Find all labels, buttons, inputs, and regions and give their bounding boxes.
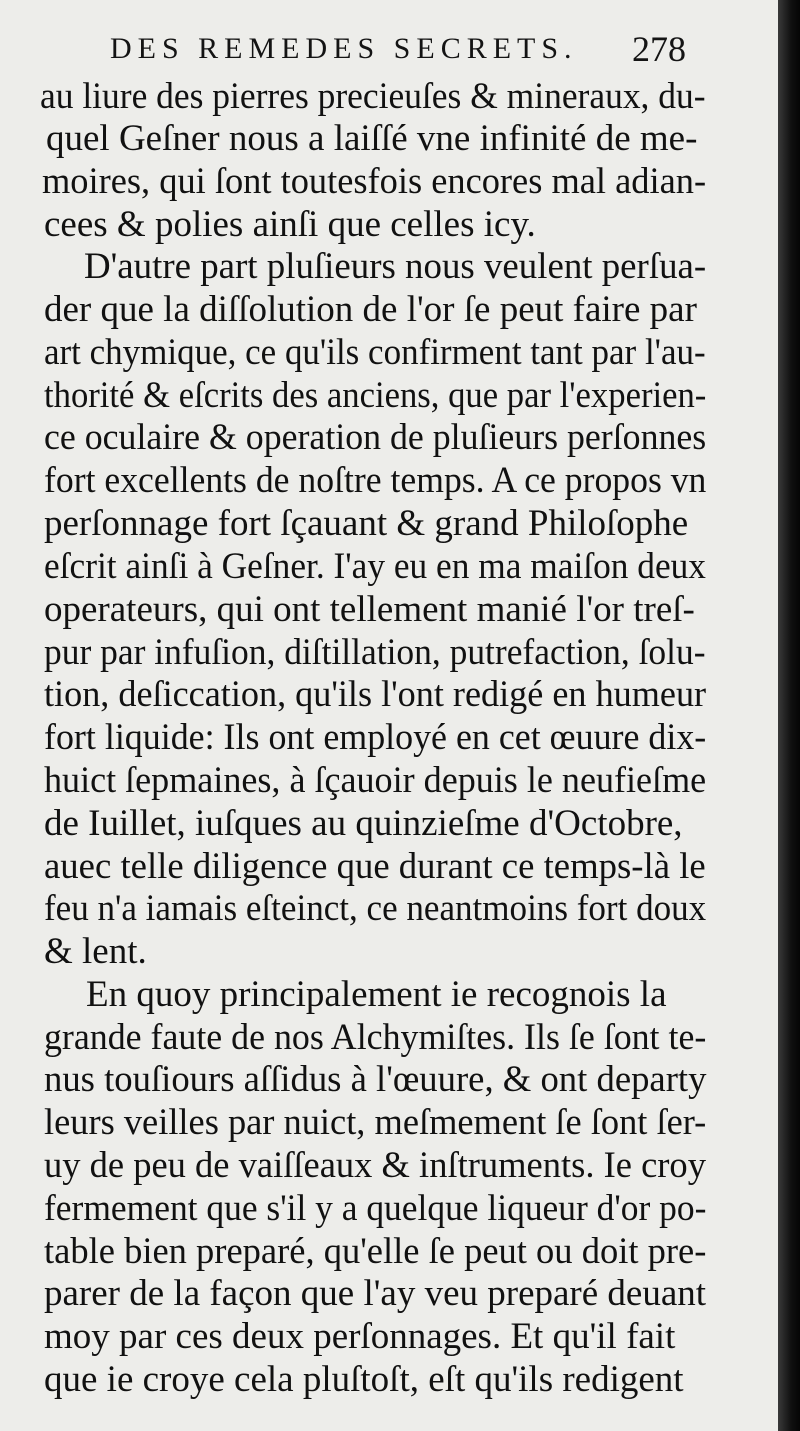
text-line: thorité & eſcrits des anciens, que par l'experien- — [44, 375, 707, 416]
text-line: de Iuillet, iuſques au quinzieſme d'Octobre, — [44, 803, 683, 844]
text-line: moy par ces deux perſonnages. Et qu'il fait — [44, 1316, 676, 1357]
page-edge-shadow — [778, 0, 800, 1431]
text-line: fermement que s'il y a quelque liqueur d'or po- — [44, 1188, 707, 1229]
text-line: huict ſepmaines, à ſçauoir depuis le neufieſme — [44, 760, 707, 801]
text-line: perſonnage fort ſçauant & grand Philoſophe — [44, 503, 689, 544]
text-line: nus touſiours aſſidus à l'œuure, & ont departy — [44, 1059, 707, 1100]
paragraph-start-line: D'autre part pluſieurs nous veulent perſua- — [84, 246, 707, 287]
text-line: fort liquide: Ils ont employé en cet œuure dix- — [44, 717, 707, 758]
text-line: uy de peu de vaiſſeaux & inſtruments. Ie croy — [44, 1145, 706, 1186]
text-line: auec telle diligence que durant ce temps-là le — [44, 846, 706, 887]
text-line: quel Geſner nous a laiſſé vne infinité de me- — [46, 118, 698, 159]
text-line: operateurs, qui ont tellement manié l'or treſ- — [44, 589, 695, 630]
text-line: feu n'a iamais eſteinct, ce neantmoins fort doux — [44, 888, 707, 929]
text-line: ce oculaire & operation de pluſieurs perſonnes — [44, 417, 707, 458]
text-line: cees & polies ainſi que celles icy. — [44, 204, 536, 245]
text-line: grande faute de nos Alchymiſtes. Ils ſe ſont te- — [44, 1017, 707, 1058]
text-line: eſcrit ainſi à Geſner. I'ay eu en ma maiſon deux — [44, 546, 706, 587]
text-line: & lent. — [44, 931, 147, 972]
text-line: tion, deſiccation, qu'ils l'ont redigé en humeur — [44, 674, 707, 715]
text-line: moires, qui ſont toutesfois encores mal adian- — [42, 161, 707, 202]
text-line: pur par infuſion, diſtillation, putrefaction, ſolu- — [44, 632, 706, 673]
text-line: fort excellents de noſtre temps. A ce propos vn — [44, 460, 707, 501]
page-number: 278 — [632, 29, 686, 69]
page-header — [0, 28, 778, 76]
text-line: que ie croye cela pluſtoſt, eſt qu'ils redigent — [44, 1359, 684, 1400]
text-line: au liure des pierres precieuſes & mineraux, du- — [40, 76, 706, 117]
running-title: DES REMEDES SECRETS. — [110, 32, 578, 65]
text-line: art chymique, ce qu'ils confirment tant par l'au- — [44, 332, 706, 373]
text-line: der que la diſſolution de l'or ſe peut faire par — [44, 289, 697, 330]
text-line: table bien preparé, qu'elle ſe peut ou doit pre- — [44, 1231, 707, 1272]
paragraph-start-line: En quoy principalement ie recognois la — [86, 974, 667, 1015]
text-line: leurs veilles par nuict, meſmement ſe ſont ſer- — [44, 1102, 707, 1143]
text-line: parer de la façon que l'ay veu preparé deuant — [44, 1273, 707, 1314]
